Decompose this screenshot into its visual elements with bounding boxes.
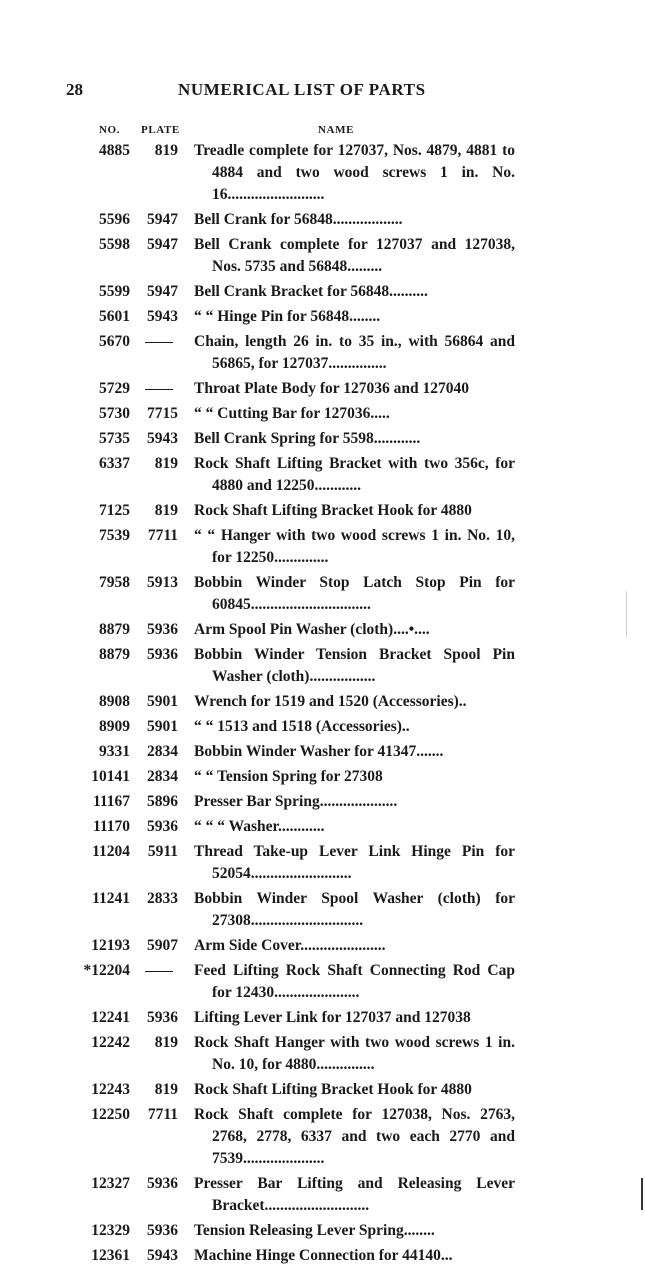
plate-number: 2834: [147, 768, 178, 785]
plate-number: 819: [154, 502, 178, 519]
part-name: Tension Releasing Lever Spring........: [194, 1222, 435, 1239]
table-row: [0, 888, 645, 932]
plate-number: 5943: [147, 430, 178, 447]
plate-number: [138, 378, 180, 400]
part-number: 12250: [91, 1106, 130, 1123]
plate-number: 5947: [147, 283, 178, 300]
part-number: 4885: [99, 142, 130, 159]
table-row: [0, 1079, 645, 1101]
plate-number: 5943: [147, 308, 178, 325]
part-number: 10141: [91, 768, 130, 785]
plate-number: 5907: [147, 937, 178, 954]
plate-number: 5947: [147, 211, 178, 228]
table-row: [0, 716, 645, 738]
part-number: 5729: [99, 380, 130, 397]
plate-number: 819: [154, 142, 178, 159]
part-name: Bell Crank Bracket for 56848..........: [194, 283, 428, 300]
plate-number: 5936: [147, 1009, 178, 1026]
part-name: Treadle complete for 127037, Nos. 4879, 4881 to 4884 and two wood screws 1 in. No. 16.........................: [194, 142, 515, 203]
part-name: Thread Take-up Lever Link Hinge Pin for 52054..........................: [194, 843, 515, 882]
part-number: 8909: [99, 718, 130, 735]
part-number: 11167: [92, 793, 130, 810]
part-name: Presser Bar Spring....................: [194, 793, 398, 810]
table-row: [0, 500, 645, 522]
plate-number: 5901: [147, 693, 178, 710]
part-number: 12193: [91, 937, 130, 954]
part-name: Bobbin Winder Spool Washer (cloth) for 27308.............................: [194, 890, 515, 929]
page-title: NUMERICAL LIST OF PARTS: [178, 80, 426, 99]
part-number: 7125: [99, 502, 130, 519]
table-row: [0, 403, 645, 425]
part-name: Presser Bar Lifting and Releasing Lever Bracket...........................: [194, 1175, 515, 1214]
page-number: 28: [66, 80, 83, 99]
part-name: “ “ Hinge Pin for 56848........: [194, 308, 381, 325]
plate-number: [138, 331, 180, 353]
part-name: “ “ Cutting Bar for 127036.....: [194, 405, 390, 422]
table-row: [0, 1220, 645, 1242]
part-name: Bell Crank complete for 127037 and 127038, Nos. 5735 and 56848.........: [194, 236, 515, 275]
part-number: 5730: [99, 405, 130, 422]
plate-number: 5936: [147, 1175, 178, 1192]
part-name: Bobbin Winder Tension Bracket Spool Pin Washer (cloth).................: [194, 646, 515, 685]
table-row: [0, 741, 645, 763]
plate-number: [138, 960, 180, 982]
part-name: Arm Spool Pin Washer (cloth)....•....: [194, 621, 430, 638]
part-number: 5598: [99, 236, 130, 253]
table-row: [0, 1032, 645, 1076]
part-number: 5599: [99, 283, 130, 300]
table-row: [0, 766, 645, 788]
table-row: [0, 816, 645, 838]
column-header-plate: PLATE: [141, 124, 180, 136]
table-row: [0, 1245, 645, 1267]
plate-number: 5947: [147, 236, 178, 253]
part-name: Rock Shaft Hanger with two wood screws 1 in. No. 10, for 4880...............: [194, 1034, 515, 1073]
part-number: 11170: [92, 818, 130, 835]
part-number: 12243: [91, 1081, 130, 1098]
plate-number: 819: [154, 1034, 178, 1051]
plate-number: 5943: [147, 1247, 178, 1264]
plate-number: 2834: [147, 743, 178, 760]
part-name: Lifting Lever Link for 127037 and 127038: [194, 1009, 471, 1026]
table-row: [0, 525, 645, 569]
plate-number: 5901: [147, 718, 178, 735]
table-row: [0, 1007, 645, 1029]
part-name: Rock Shaft complete for 127038, Nos. 2763, 2768, 2778, 6337 and two each 2770 and 7539.....................: [194, 1106, 515, 1167]
plate-number: 7711: [147, 1106, 178, 1123]
part-number: 7958: [99, 574, 130, 591]
part-name: Feed Lifting Rock Shaft Connecting Rod Cap for 12430......................: [194, 962, 515, 1001]
part-name: Bobbin Winder Washer for 41347.......: [194, 743, 444, 760]
table-row: [0, 1173, 645, 1217]
plate-number: 7711: [147, 527, 178, 544]
part-name: Arm Side Cover......................: [194, 937, 386, 954]
part-number: 8879: [99, 646, 130, 663]
plate-number: 5913: [147, 574, 178, 591]
part-name: “ “ “ Washer............: [194, 818, 325, 835]
part-number: 12327: [91, 1175, 130, 1192]
table-row: [0, 306, 645, 328]
table-row: [0, 378, 645, 400]
plate-number: 2833: [147, 890, 178, 907]
part-number: 11241: [92, 890, 130, 907]
part-number: 5601: [99, 308, 130, 325]
column-headers: [0, 124, 645, 140]
table-row: [0, 619, 645, 641]
part-number: 8908: [99, 693, 130, 710]
margin-mark: [626, 591, 627, 637]
table-row: [0, 234, 645, 278]
part-name: Bell Crank Spring for 5598............: [194, 430, 421, 447]
part-number: 12329: [91, 1222, 130, 1239]
plate-number: 5936: [147, 621, 178, 638]
plate-number: 5911: [147, 843, 178, 860]
part-name: “ “ Hanger with two wood screws 1 in. No. 10, for 12250..............: [194, 527, 515, 566]
part-name: Rock Shaft Lifting Bracket Hook for 4880: [194, 1081, 472, 1098]
table-row: [0, 331, 645, 375]
part-number: 9331: [99, 743, 130, 760]
table-row: [0, 644, 645, 688]
table-row: [0, 791, 645, 813]
plate-number: 5936: [147, 1222, 178, 1239]
table-row: [0, 428, 645, 450]
table-row: [0, 572, 645, 616]
plate-number: 5936: [147, 646, 178, 663]
plate-number: 5896: [147, 793, 178, 810]
table-row: [0, 209, 645, 231]
part-name: Bobbin Winder Stop Latch Stop Pin for 60845...............................: [194, 574, 515, 613]
part-number: 7539: [99, 527, 130, 544]
part-name: Throat Plate Body for 127036 and 127040: [194, 380, 469, 397]
part-number: 5670: [99, 333, 130, 350]
part-number: 5596: [99, 211, 130, 228]
part-name: Rock Shaft Lifting Bracket with two 356c, for 4880 and 12250............: [194, 455, 515, 494]
table-row: [0, 841, 645, 885]
part-number: 12242: [91, 1034, 130, 1051]
table-row: [0, 453, 645, 497]
part-name: Chain, length 26 in. to 35 in., with 56864 and 56865, for 127037...............: [194, 333, 515, 372]
part-number: 12241: [91, 1009, 130, 1026]
edge-mark: [641, 1178, 643, 1210]
table-row: [0, 691, 645, 713]
part-number: 8879: [99, 621, 130, 638]
part-name: Bell Crank for 56848..................: [194, 211, 403, 228]
table-row: [0, 281, 645, 303]
plate-number: 5936: [147, 818, 178, 835]
table-row: [0, 140, 645, 206]
parts-list: [0, 140, 645, 1270]
part-number: 11204: [92, 843, 130, 860]
plate-number: 819: [154, 1081, 178, 1098]
part-name: “ “ Tension Spring for 27308: [194, 768, 383, 785]
part-number: 12361: [91, 1247, 130, 1264]
part-number: 5735: [99, 430, 130, 447]
table-row: [0, 960, 645, 1004]
table-row: [0, 1104, 645, 1170]
column-header-no: NO.: [99, 124, 121, 136]
column-header-name: NAME: [318, 124, 355, 136]
plate-number: 819: [154, 455, 178, 472]
table-row: [0, 935, 645, 957]
part-number: *12204: [83, 962, 130, 979]
part-name: “ “ 1513 and 1518 (Accessories)..: [194, 718, 410, 735]
part-number: 6337: [99, 455, 130, 472]
part-name: Rock Shaft Lifting Bracket Hook for 4880: [194, 502, 472, 519]
plate-number: 7715: [147, 405, 178, 422]
part-name: Wrench for 1519 and 1520 (Accessories)..: [194, 693, 467, 710]
part-name: Machine Hinge Connection for 44140...: [194, 1247, 453, 1264]
